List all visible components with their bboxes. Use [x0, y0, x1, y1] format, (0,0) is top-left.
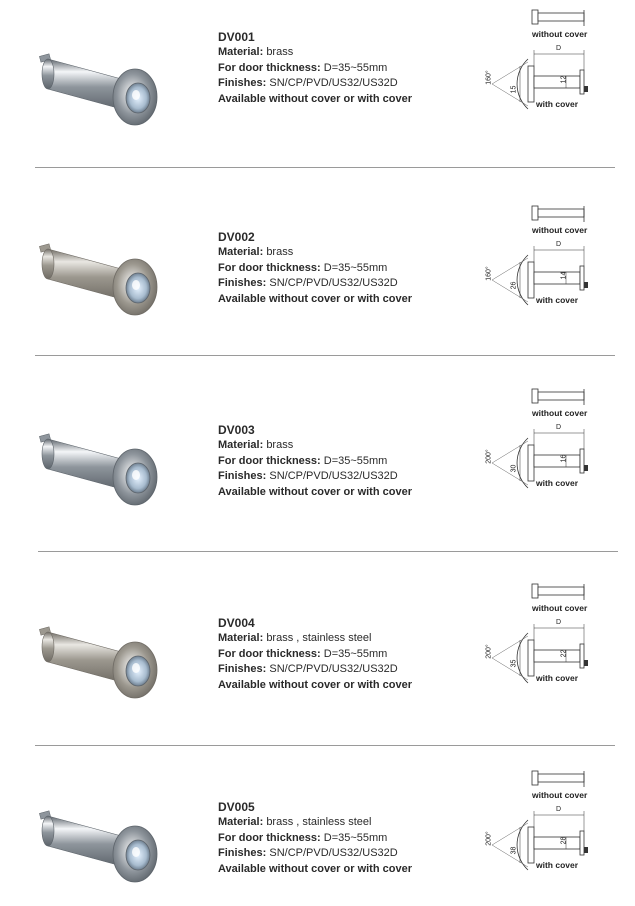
angle-label: 160°: [485, 266, 493, 281]
without-cover-label: without cover: [532, 29, 588, 39]
finishes-value: SN/CP/PVD/US32/US32D: [269, 663, 398, 675]
angle-label: 160°: [485, 70, 493, 85]
inner-diameter-label: 28: [560, 836, 568, 845]
material-label: Material:: [218, 439, 264, 451]
thickness-value: D=35~55mm: [323, 831, 388, 844]
finishes-label: Finishes:: [218, 277, 267, 289]
thickness-value: D=35~55mm: [323, 454, 388, 467]
divider-2: [35, 355, 615, 356]
finishes-line: [218, 276, 412, 292]
inner-diameter-label: 16: [560, 454, 568, 463]
thickness-value: D=35~55mm: [323, 261, 388, 274]
finishes-label: Finishes:: [218, 470, 267, 482]
availability-line: [218, 292, 412, 308]
inner-diameter-label: 12: [560, 75, 568, 84]
material-label: Material:: [218, 46, 264, 58]
product-code: DV003: [218, 423, 255, 437]
angle-label: 200°: [485, 644, 493, 659]
thickness-line: [218, 61, 412, 77]
availability-text: Available without cover or with cover: [218, 485, 412, 498]
with-cover-label: with cover: [536, 99, 579, 109]
material-line: [218, 45, 412, 61]
door-thickness-d-label: D: [556, 45, 562, 52]
material-label: Material:: [218, 816, 264, 828]
with-cover-label: with cover: [536, 295, 579, 305]
divider-1: [35, 167, 615, 168]
availability-text: Available without cover or with cover: [218, 678, 412, 691]
product-spec: [218, 616, 412, 693]
door-thickness-d-label: D: [556, 241, 562, 248]
inner-diameter-label: 14: [560, 271, 568, 280]
without-cover-label: without cover: [532, 408, 588, 418]
without-cover-drawing: [532, 771, 584, 787]
without-cover-label: without cover: [532, 790, 588, 800]
technical-drawing: [470, 765, 610, 890]
without-cover-drawing: [532, 389, 584, 405]
availability-line: [218, 92, 412, 108]
technical-drawing: [470, 383, 610, 508]
angle-label: 200°: [485, 449, 493, 464]
with-cover-label: with cover: [536, 673, 579, 683]
product-spec: [218, 30, 412, 107]
product-photo: [30, 598, 170, 708]
finishes-value: SN/CP/PVD/US32/US32D: [269, 277, 398, 289]
outer-diameter-label: 15: [510, 85, 518, 94]
with-cover-label: with cover: [536, 478, 579, 488]
material-line: [218, 245, 412, 261]
product-photo: [30, 405, 170, 515]
finishes-label: Finishes:: [218, 663, 267, 675]
material-line: [218, 815, 412, 831]
thickness-value: D=35~55mm: [323, 647, 388, 660]
availability-text: Available without cover or with cover: [218, 862, 412, 875]
product-code: DV001: [218, 30, 255, 44]
technical-drawing: [470, 578, 610, 703]
outer-diameter-label: 30: [510, 464, 518, 473]
technical-drawing: [470, 200, 610, 325]
material-label: Material:: [218, 632, 264, 644]
technical-drawing: [470, 4, 610, 129]
thickness-label: For door thickness:: [218, 454, 321, 467]
product-spec: [218, 800, 412, 877]
material-value: brass: [266, 439, 294, 451]
finishes-line: [218, 469, 412, 485]
thickness-line: [218, 454, 412, 470]
door-thickness-d-label: D: [556, 806, 562, 813]
availability-line: [218, 485, 412, 501]
material-value: brass: [266, 246, 294, 258]
outer-diameter-label: 35: [510, 659, 518, 668]
angle-label: 200°: [485, 831, 493, 846]
material-line: [218, 438, 412, 454]
product-spec: [218, 230, 412, 307]
outer-diameter-label: 38: [510, 846, 518, 855]
material-value: brass: [266, 46, 294, 58]
finishes-line: [218, 662, 412, 678]
thickness-line: [218, 261, 412, 277]
without-cover-label: without cover: [532, 225, 588, 235]
availability-text: Available without cover or with cover: [218, 292, 412, 305]
finishes-value: SN/CP/PVD/US32/US32D: [269, 847, 398, 859]
material-label: Material:: [218, 246, 264, 258]
divider-4: [35, 745, 615, 746]
inner-diameter-label: 22: [560, 649, 568, 658]
thickness-label: For door thickness:: [218, 831, 321, 844]
with-cover-label: with cover: [536, 860, 579, 870]
availability-line: [218, 678, 412, 694]
availability-line: [218, 862, 412, 878]
material-value: brass , stainless steel: [266, 632, 372, 644]
thickness-label: For door thickness:: [218, 647, 321, 660]
door-thickness-d-label: D: [556, 619, 562, 626]
thickness-line: [218, 831, 412, 847]
product-code: DV002: [218, 230, 255, 244]
without-cover-drawing: [532, 206, 584, 222]
finishes-line: [218, 846, 412, 862]
without-cover-label: without cover: [532, 603, 588, 613]
material-line: [218, 631, 412, 647]
finishes-label: Finishes:: [218, 847, 267, 859]
thickness-label: For door thickness:: [218, 61, 321, 74]
finishes-line: [218, 76, 412, 92]
thickness-line: [218, 647, 412, 663]
without-cover-drawing: [532, 10, 584, 26]
thickness-label: For door thickness:: [218, 261, 321, 274]
product-photo: [30, 25, 170, 135]
product-photo: [30, 215, 170, 325]
finishes-value: SN/CP/PVD/US32/US32D: [269, 470, 398, 482]
outer-diameter-label: 26: [510, 281, 518, 290]
divider-3: [38, 551, 618, 552]
product-photo: [30, 782, 170, 892]
product-code: DV005: [218, 800, 255, 814]
door-thickness-d-label: D: [556, 424, 562, 431]
without-cover-drawing: [532, 584, 584, 600]
finishes-label: Finishes:: [218, 77, 267, 89]
product-code: DV004: [218, 616, 255, 630]
product-spec: [218, 423, 412, 500]
finishes-value: SN/CP/PVD/US32/US32D: [269, 77, 398, 89]
thickness-value: D=35~55mm: [323, 61, 388, 74]
material-value: brass , stainless steel: [266, 816, 372, 828]
availability-text: Available without cover or with cover: [218, 92, 412, 105]
